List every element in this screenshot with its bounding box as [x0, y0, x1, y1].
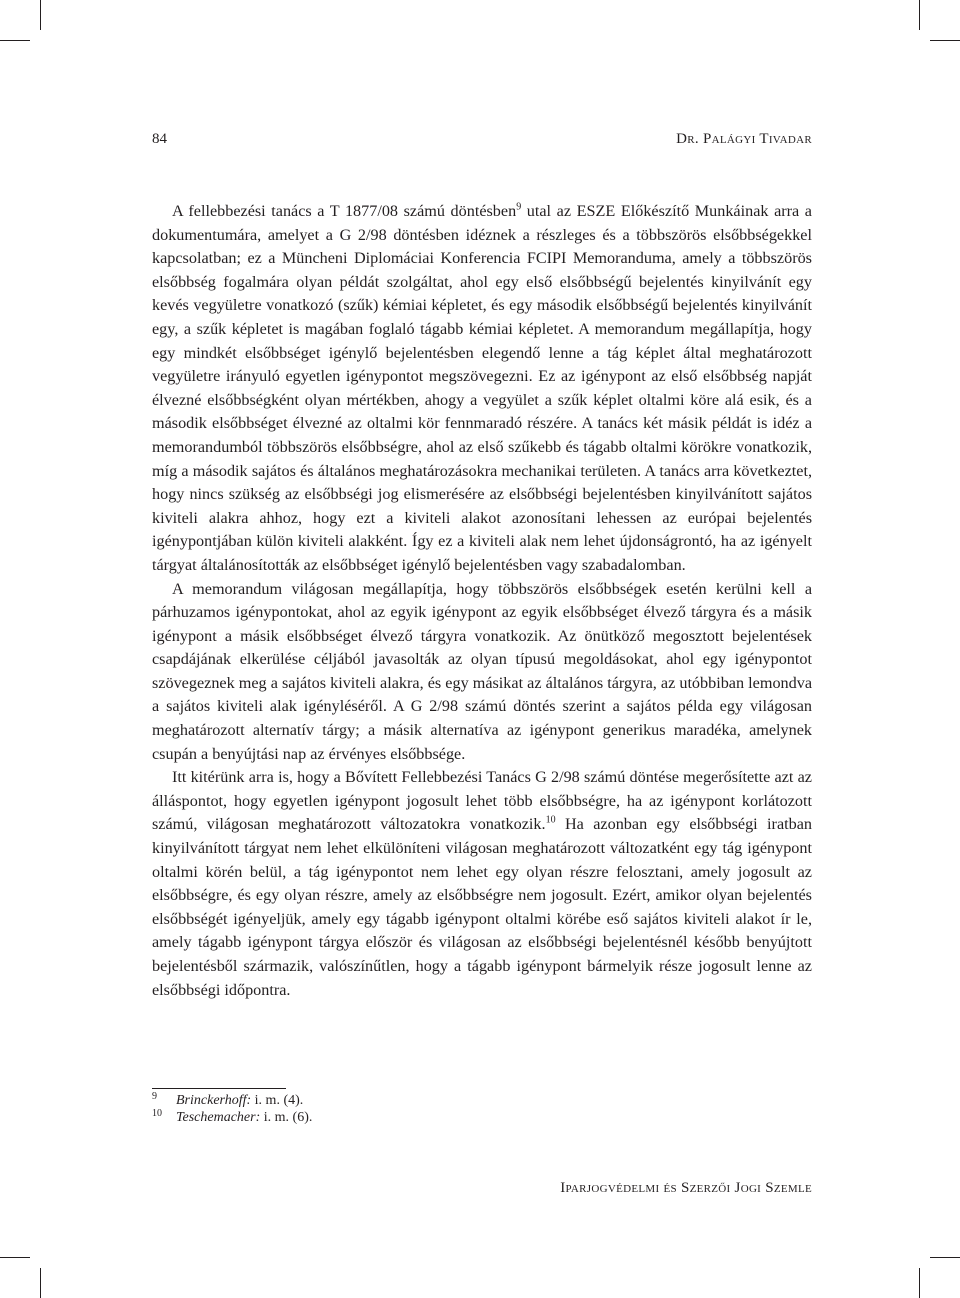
footnote-reference-text: i. m. (4).	[251, 1093, 304, 1108]
crop-mark	[40, 1268, 41, 1298]
journal-title: Iparjogvédelmi és Szerzői Jogi Szemle	[560, 1180, 812, 1196]
crop-mark	[930, 1257, 960, 1258]
paragraph-text: utal az ESZE Előkészítő Munkáinak arra a dokumentumára, amelyet a G 2/98 döntésben idéznek a részleges és a többszörös elsőbbségekkel kapcsolatban; ez a Müncheni Diplomáciai Konferencia FCIPI Memoranduma, amely a többszörös elsőbbség fogalmára olyan példát szolgáltat, ahol egy első elsőbbségű bejelentés kinyilvánít egy kevés vegyületre vonatkozó (szűk) kémiai képletet, és egy második elsőbbségű bejelentés kinyilvánít egy, a szűk képletet is magában foglaló tágabb kémiai képletet. A memorandum megállapítja, hogy egy mindkét elsőbbséget igénylő bejelentésben elegendő lenne a tág képlet által meghatározott vegyületre irányuló egyetlen igénypontot megszövegezni. Ez az igénypont az első elsőbbség napját élvezné elsőbbségként olyan mértékben, ahogy a vegyület a szűk képlet oltalmi köre alá esik, és a második elsőbbséget élvezné az oltalmi kör fennmaradó részére. A tanács két másik példát is idéz a memorandumból többszörös elsőbbségre, ahol az első szűkebb és tágabb oltalmi körökre vonatkozik, míg a második sajátos és általános meghatározásokra mechanikai területen. A tanács arra következtet, hogy nincs szükség az elsőbbségi jog elismerésére az elsőbbségi bejelentésben kinyilvánított sajátos kiviteli alakra ahhoz, hogy ezt a kiviteli alakot azonosítani lehessen az európai bejelentés igénypontjában külön kiviteli alakként. Így ez a kiviteli alak nem lehet újdonságrontó, ha az igényelt tárgyat általánosították az elsőbbséget igénylő bejelentésben vagy szabadalomban.	[152, 202, 812, 574]
paragraph-text: Ha azonban egy elsőbbségi iratban kinyilvánított tárgyat nem lehet elkülöníteni világosan meghatározott változatként egy tág igénypont oltalmi körén belül, a tág igénypontot nem lehet egy olyan részre felosztani, amely jogosult az elsőbbségre, és egy olyan részre, amely az elsőbbségre nem jogosult. Ezért, amikor olyan bejelentés elsőbbségét igényeljük, amely egy tágabb igénypont oltalmi körébe eső sajátos kiviteli alakot ír le, amely tágabb igénypont tárgya először és világosan az elsőbbségi bejelentésnél később benyújtott bejelentésből származik, valószínűtlen, hogy a tágabb igénypont bármelyik része jogosult lenne az elsőbbségi időpontra.	[152, 815, 812, 999]
page-number: 84	[152, 131, 167, 147]
footnote-number: 10	[152, 1108, 162, 1119]
footnote-author: Brinckerhoff:	[176, 1093, 252, 1108]
footnote-reference[interactable]: 9	[516, 201, 522, 213]
paragraph	[152, 200, 812, 578]
footnotes	[152, 1092, 312, 1126]
paragraph-text: A fellebbezési tanács a T 1877/08 számú döntésben	[172, 202, 517, 220]
footnote-reference-text: i. m. (6).	[260, 1110, 313, 1125]
footnote	[152, 1092, 312, 1109]
footnote-author: Teschemacher:	[176, 1110, 261, 1125]
paragraph	[152, 766, 812, 1002]
crop-mark	[0, 40, 30, 41]
crop-mark	[919, 1268, 920, 1298]
crop-mark	[930, 40, 960, 41]
crop-mark	[0, 1257, 30, 1258]
footnote-number: 9	[152, 1091, 157, 1102]
footnote-reference[interactable]: 10	[545, 815, 556, 827]
crop-mark	[919, 0, 920, 30]
running-head: Dr. Palágyi Tivadar	[676, 131, 812, 147]
article-body	[152, 200, 812, 1002]
paragraph-text: Itt kitérünk arra is, hogy a Bővített Fellebbezési Tanács G 2/98 számú döntése megerősítette azt az álláspontot, hogy egyetlen igénypont jogosult lehet több elsőbbségre, ha az igénypont korlátozott számú, világosan meghatározott változatokra vonatkozik.	[152, 768, 812, 834]
paragraph: A memorandum világosan megállapítja, hogy többszörös elsőbbségek esetén kerülni kell a párhuzamos igénypontokat, ahol az egyik igénypont az egyik elsőbbséget élvező tárgyra és a másik igénypont a másik elsőbbséget élvező tárgyra vonatkozik. Az önütköző megosztott bejelentések csapdájának elkerülése céljából javasolták az olyan típusú megoldásokat, ahol egy igénypontot szövegeznek meg a sajátos kiviteli alakra, és egy másikat az általános tárgyra, az utóbbiban lemondva a sajátos kiviteli alak igényléséről. A G 2/98 számú döntés szerint a sajátos példa egy világosan meghatározott alternatív tárgy; a másik alternatíva az igénypont generikus maradéka, amelynek csupán a benyújtási nap az érvényes elsőbbsége.	[152, 579, 812, 763]
crop-mark	[40, 0, 41, 30]
footnote-divider	[152, 1088, 286, 1089]
footnote	[152, 1109, 312, 1126]
